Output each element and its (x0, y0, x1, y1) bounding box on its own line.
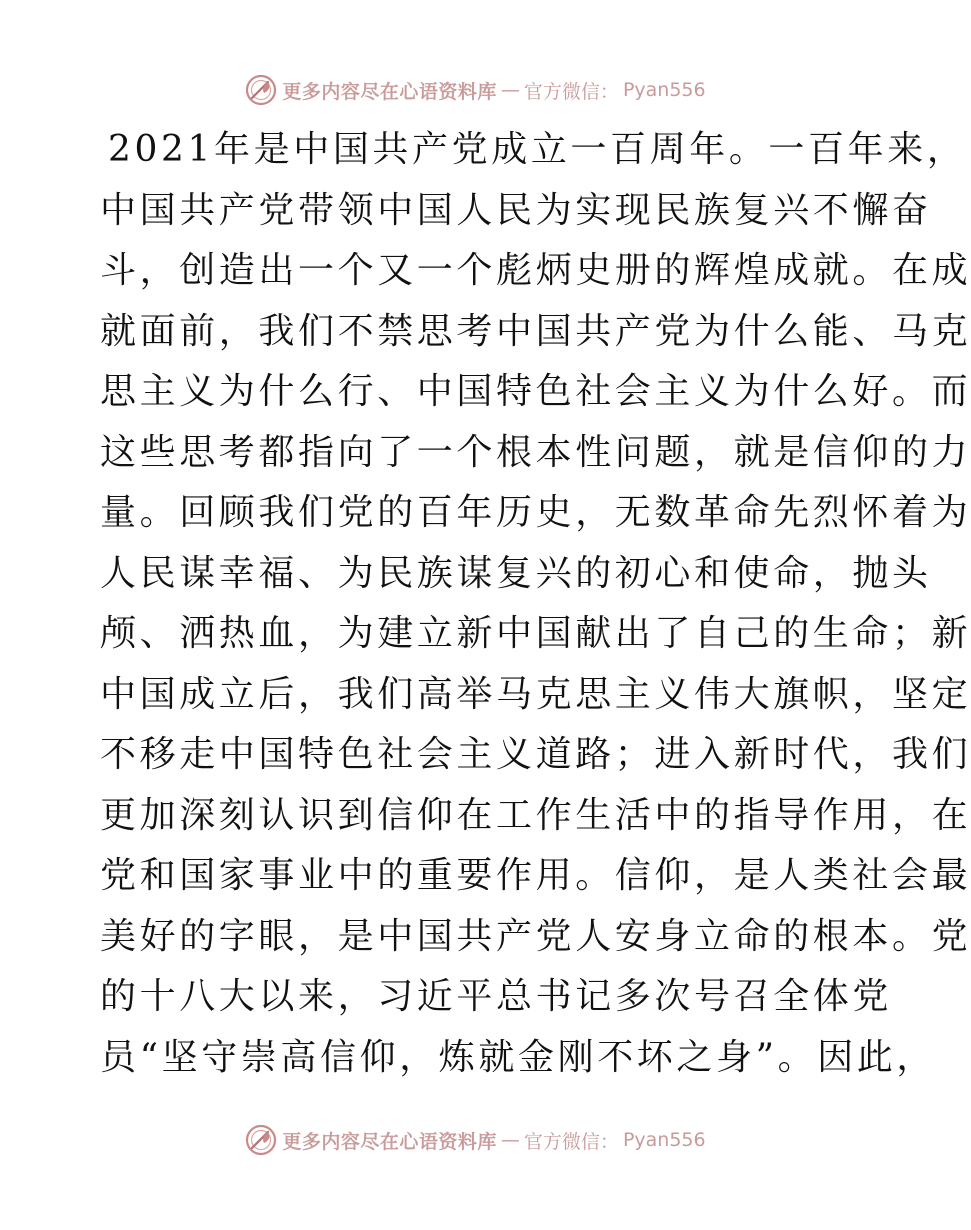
paragraph-line: 党和国家事业中的重要作用。信仰，是人类社会最 (100, 855, 971, 896)
paragraph-line: 中国共产党带领中国人民为实现民族复兴不懈奋 (100, 189, 932, 231)
feather-logo-icon (244, 1123, 278, 1157)
paragraph-line: 2021年是中国共产党成立一百周年。一百年来， (108, 129, 967, 170)
paragraph-line: 美好的字眼，是中国共产党人安身立命的根本。党 (100, 915, 971, 957)
paragraph-line: 更加深刻认识到信仰在工作生活中的指导作用，在 (100, 794, 971, 836)
watermark-site-text: 更多内容尽在心语资料库 (282, 80, 497, 103)
watermark-site-text: 更多内容尽在心语资料库 (282, 1130, 497, 1153)
watermark-contact-id: Pyan556 (622, 79, 706, 101)
feather-logo-icon (244, 73, 278, 107)
watermark-contact-label: 官方微信： (523, 1130, 619, 1153)
header-watermark (0, 68, 950, 112)
watermark-contact-label: 官方微信： (523, 80, 619, 103)
paragraph-line: 不移走中国特色社会主义道路；进入新时代，我们 (100, 734, 971, 775)
paragraph-line: 量。回顾我们党的百年历史，无数革命先烈怀着为 (100, 492, 971, 533)
paragraph-line: 的十八大以来，习近平总书记多次号召全体党 (100, 976, 893, 1017)
paragraph-line: 思主义为什么行、中国特色社会主义为什么好。而 (100, 371, 971, 412)
paragraph-line: 就面前，我们不禁思考中国共产党为什么能、马克 (100, 310, 971, 352)
paragraph-line: 中国成立后，我们高举马克思主义伟大旗帜，坚定 (100, 673, 971, 715)
body-paragraph (100, 120, 971, 1088)
paragraph-line: 员“坚守崇高信仰，炼就金刚不坏之身”。因此， (100, 1036, 937, 1078)
paragraph-line: 斗，创造出一个又一个彪炳史册的辉煌成就。在成 (100, 250, 971, 291)
watermark-dash: — (500, 79, 520, 101)
watermark-contact-id: Pyan556 (622, 1129, 706, 1151)
paragraph-line: 这些思考都指向了一个根本性问题，就是信仰的力 (100, 431, 971, 473)
paragraph-line: 人民谋幸福、为民族谋复兴的初心和使命，抛头 (100, 552, 932, 594)
footer-watermark (0, 1118, 950, 1162)
paragraph-line: 颅、洒热血，为建立新中国献出了自己的生命；新 (100, 613, 971, 654)
watermark-dash: — (500, 1129, 520, 1151)
